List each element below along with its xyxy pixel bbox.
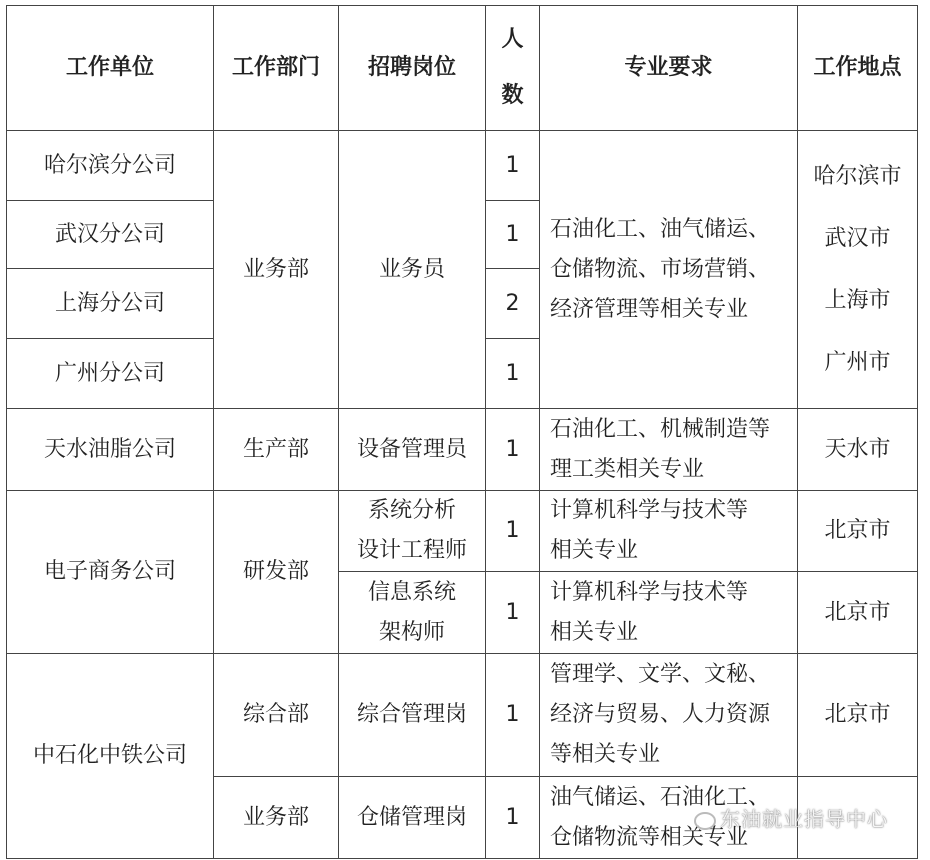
count-cell: 1 bbox=[486, 131, 540, 201]
location-cell: 天水市 bbox=[798, 409, 918, 491]
location-cell: 北京市 bbox=[798, 572, 918, 654]
count-cell: 1 bbox=[486, 572, 540, 654]
header-location: 工作地点 bbox=[798, 6, 918, 131]
post-cell: 业务员 bbox=[339, 131, 486, 409]
post-cell: 信息系统 架构师 bbox=[339, 572, 486, 654]
requirement-cell: 计算机科学与技术等 相关专业 bbox=[540, 572, 798, 654]
location-cell: 北京市 bbox=[798, 491, 918, 572]
post-cell: 设备管理员 bbox=[339, 409, 486, 491]
dept-cell: 业务部 bbox=[214, 777, 339, 859]
watermark: 东油就业指导中心 bbox=[694, 803, 888, 832]
post-cell: 综合管理岗 bbox=[339, 654, 486, 777]
requirement-cell: 石油化工、机械制造等 理工类相关专业 bbox=[540, 409, 798, 491]
count-cell: 1 bbox=[486, 654, 540, 777]
unit-cell: 电子商务公司 bbox=[7, 491, 214, 654]
unit-cell: 中石化中铁公司 bbox=[7, 654, 214, 859]
count-cell: 1 bbox=[486, 339, 540, 409]
dept-cell: 业务部 bbox=[214, 131, 339, 409]
header-unit: 工作单位 bbox=[7, 6, 214, 131]
count-cell: 2 bbox=[486, 269, 540, 339]
count-cell: 1 bbox=[486, 491, 540, 572]
header-count: 人 数 bbox=[486, 6, 540, 131]
unit-cell: 哈尔滨分公司 bbox=[7, 131, 214, 201]
table-row bbox=[7, 409, 918, 491]
dept-cell: 综合部 bbox=[214, 654, 339, 777]
unit-cell: 天水油脂公司 bbox=[7, 409, 214, 491]
header-requirement: 专业要求 bbox=[540, 6, 798, 131]
post-cell: 系统分析 设计工程师 bbox=[339, 491, 486, 572]
post-cell: 仓储管理岗 bbox=[339, 777, 486, 859]
unit-cell: 上海分公司 bbox=[7, 269, 214, 339]
count-cell: 1 bbox=[486, 201, 540, 269]
table-row bbox=[7, 131, 918, 201]
dept-cell: 研发部 bbox=[214, 491, 339, 654]
table-row bbox=[7, 491, 918, 572]
location-cell: 哈尔滨市 武汉市 上海市 广州市 bbox=[798, 131, 918, 409]
recruitment-table bbox=[6, 5, 918, 859]
count-cell: 1 bbox=[486, 409, 540, 491]
header-dept: 工作部门 bbox=[214, 6, 339, 131]
dept-cell: 生产部 bbox=[214, 409, 339, 491]
unit-cell: 广州分公司 bbox=[7, 339, 214, 409]
requirement-cell: 油气储运、石油化工、 仓储物流等相关专业 bbox=[540, 777, 798, 859]
requirement-cell: 计算机科学与技术等 相关专业 bbox=[540, 491, 798, 572]
table-row bbox=[7, 654, 918, 777]
count-cell: 1 bbox=[486, 777, 540, 859]
location-cell: 北京市 bbox=[798, 654, 918, 777]
unit-cell: 武汉分公司 bbox=[7, 201, 214, 269]
header-post: 招聘岗位 bbox=[339, 6, 486, 131]
requirement-cell: 管理学、文学、文秘、 经济与贸易、人力资源 等相关专业 bbox=[540, 654, 798, 777]
header-row bbox=[7, 6, 918, 131]
wechat-icon bbox=[694, 812, 716, 830]
requirement-cell: 石油化工、油气储运、 仓储物流、市场营销、 经济管理等相关专业 bbox=[540, 131, 798, 409]
